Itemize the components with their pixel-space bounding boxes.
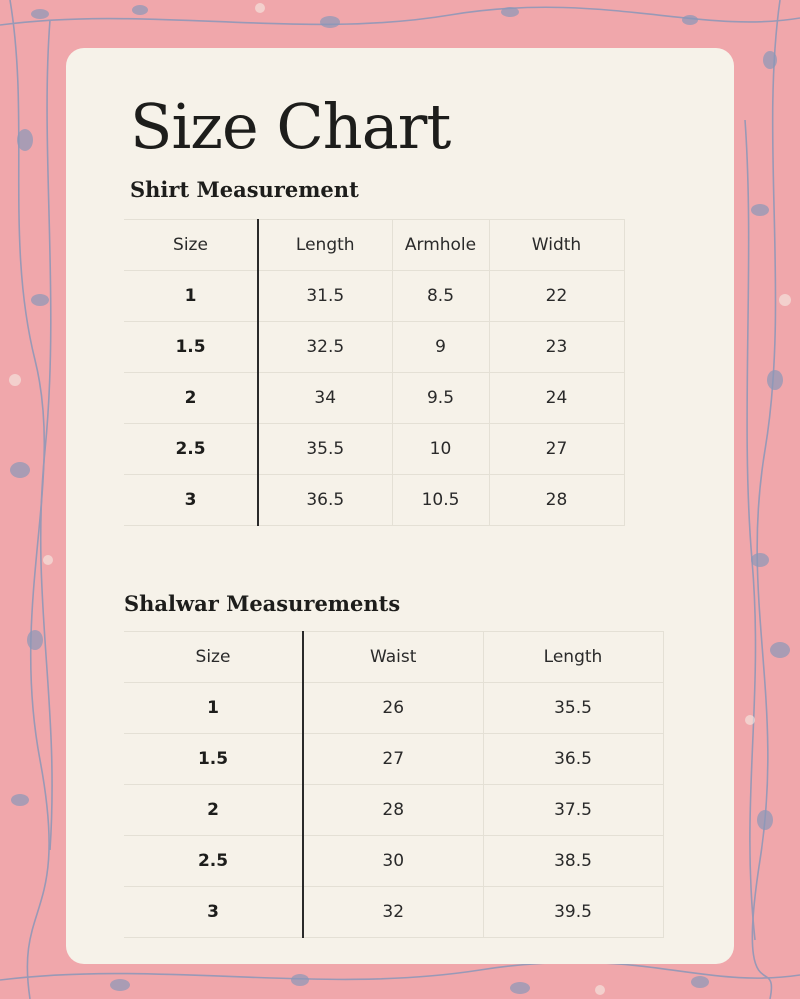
length-cell: 32.5 xyxy=(258,322,392,373)
length-cell: 36.5 xyxy=(258,475,392,526)
width-cell: 22 xyxy=(489,271,624,322)
column-header-width: Width xyxy=(489,220,624,271)
column-header-size: Size xyxy=(124,220,258,271)
waist-cell: 30 xyxy=(303,836,483,887)
shirt-measurement-table xyxy=(124,219,625,526)
width-cell: 24 xyxy=(489,373,624,424)
length-cell: 31.5 xyxy=(258,271,392,322)
length-cell: 35.5 xyxy=(483,683,663,734)
table-row xyxy=(124,271,624,322)
table-row xyxy=(124,475,624,526)
armhole-cell: 8.5 xyxy=(392,271,489,322)
page-title: Size Chart xyxy=(130,90,451,163)
width-cell: 23 xyxy=(489,322,624,373)
table-row xyxy=(124,683,663,734)
width-cell: 27 xyxy=(489,424,624,475)
length-cell: 38.5 xyxy=(483,836,663,887)
table-header-row xyxy=(124,220,624,271)
waist-cell: 32 xyxy=(303,887,483,938)
length-cell: 37.5 xyxy=(483,785,663,836)
column-header-waist: Waist xyxy=(303,632,483,683)
length-cell: 39.5 xyxy=(483,887,663,938)
size-cell: 2.5 xyxy=(124,836,303,887)
size-cell: 2 xyxy=(124,373,258,424)
waist-cell: 28 xyxy=(303,785,483,836)
table-row xyxy=(124,424,624,475)
table-row xyxy=(124,373,624,424)
armhole-cell: 10.5 xyxy=(392,475,489,526)
table-row xyxy=(124,887,663,938)
armhole-cell: 9 xyxy=(392,322,489,373)
length-cell: 35.5 xyxy=(258,424,392,475)
size-cell: 2.5 xyxy=(124,424,258,475)
size-cell: 3 xyxy=(124,887,303,938)
column-header-length: Length xyxy=(483,632,663,683)
table-row xyxy=(124,734,663,785)
table-row xyxy=(124,322,624,373)
waist-cell: 26 xyxy=(303,683,483,734)
waist-cell: 27 xyxy=(303,734,483,785)
width-cell: 28 xyxy=(489,475,624,526)
table-row xyxy=(124,785,663,836)
column-header-armhole: Armhole xyxy=(392,220,489,271)
length-cell: 36.5 xyxy=(483,734,663,785)
length-cell: 34 xyxy=(258,373,392,424)
shirt-section-title: Shirt Measurement xyxy=(130,177,359,202)
size-cell: 1 xyxy=(124,271,258,322)
size-cell: 1.5 xyxy=(124,734,303,785)
size-cell: 1.5 xyxy=(124,322,258,373)
shalwar-measurement-table xyxy=(124,631,664,938)
armhole-cell: 10 xyxy=(392,424,489,475)
armhole-cell: 9.5 xyxy=(392,373,489,424)
column-header-size: Size xyxy=(124,632,303,683)
table-header-row xyxy=(124,632,663,683)
table-row xyxy=(124,836,663,887)
size-cell: 2 xyxy=(124,785,303,836)
column-header-length: Length xyxy=(258,220,392,271)
size-cell: 3 xyxy=(124,475,258,526)
size-cell: 1 xyxy=(124,683,303,734)
shalwar-section-title: Shalwar Measurements xyxy=(124,591,401,616)
